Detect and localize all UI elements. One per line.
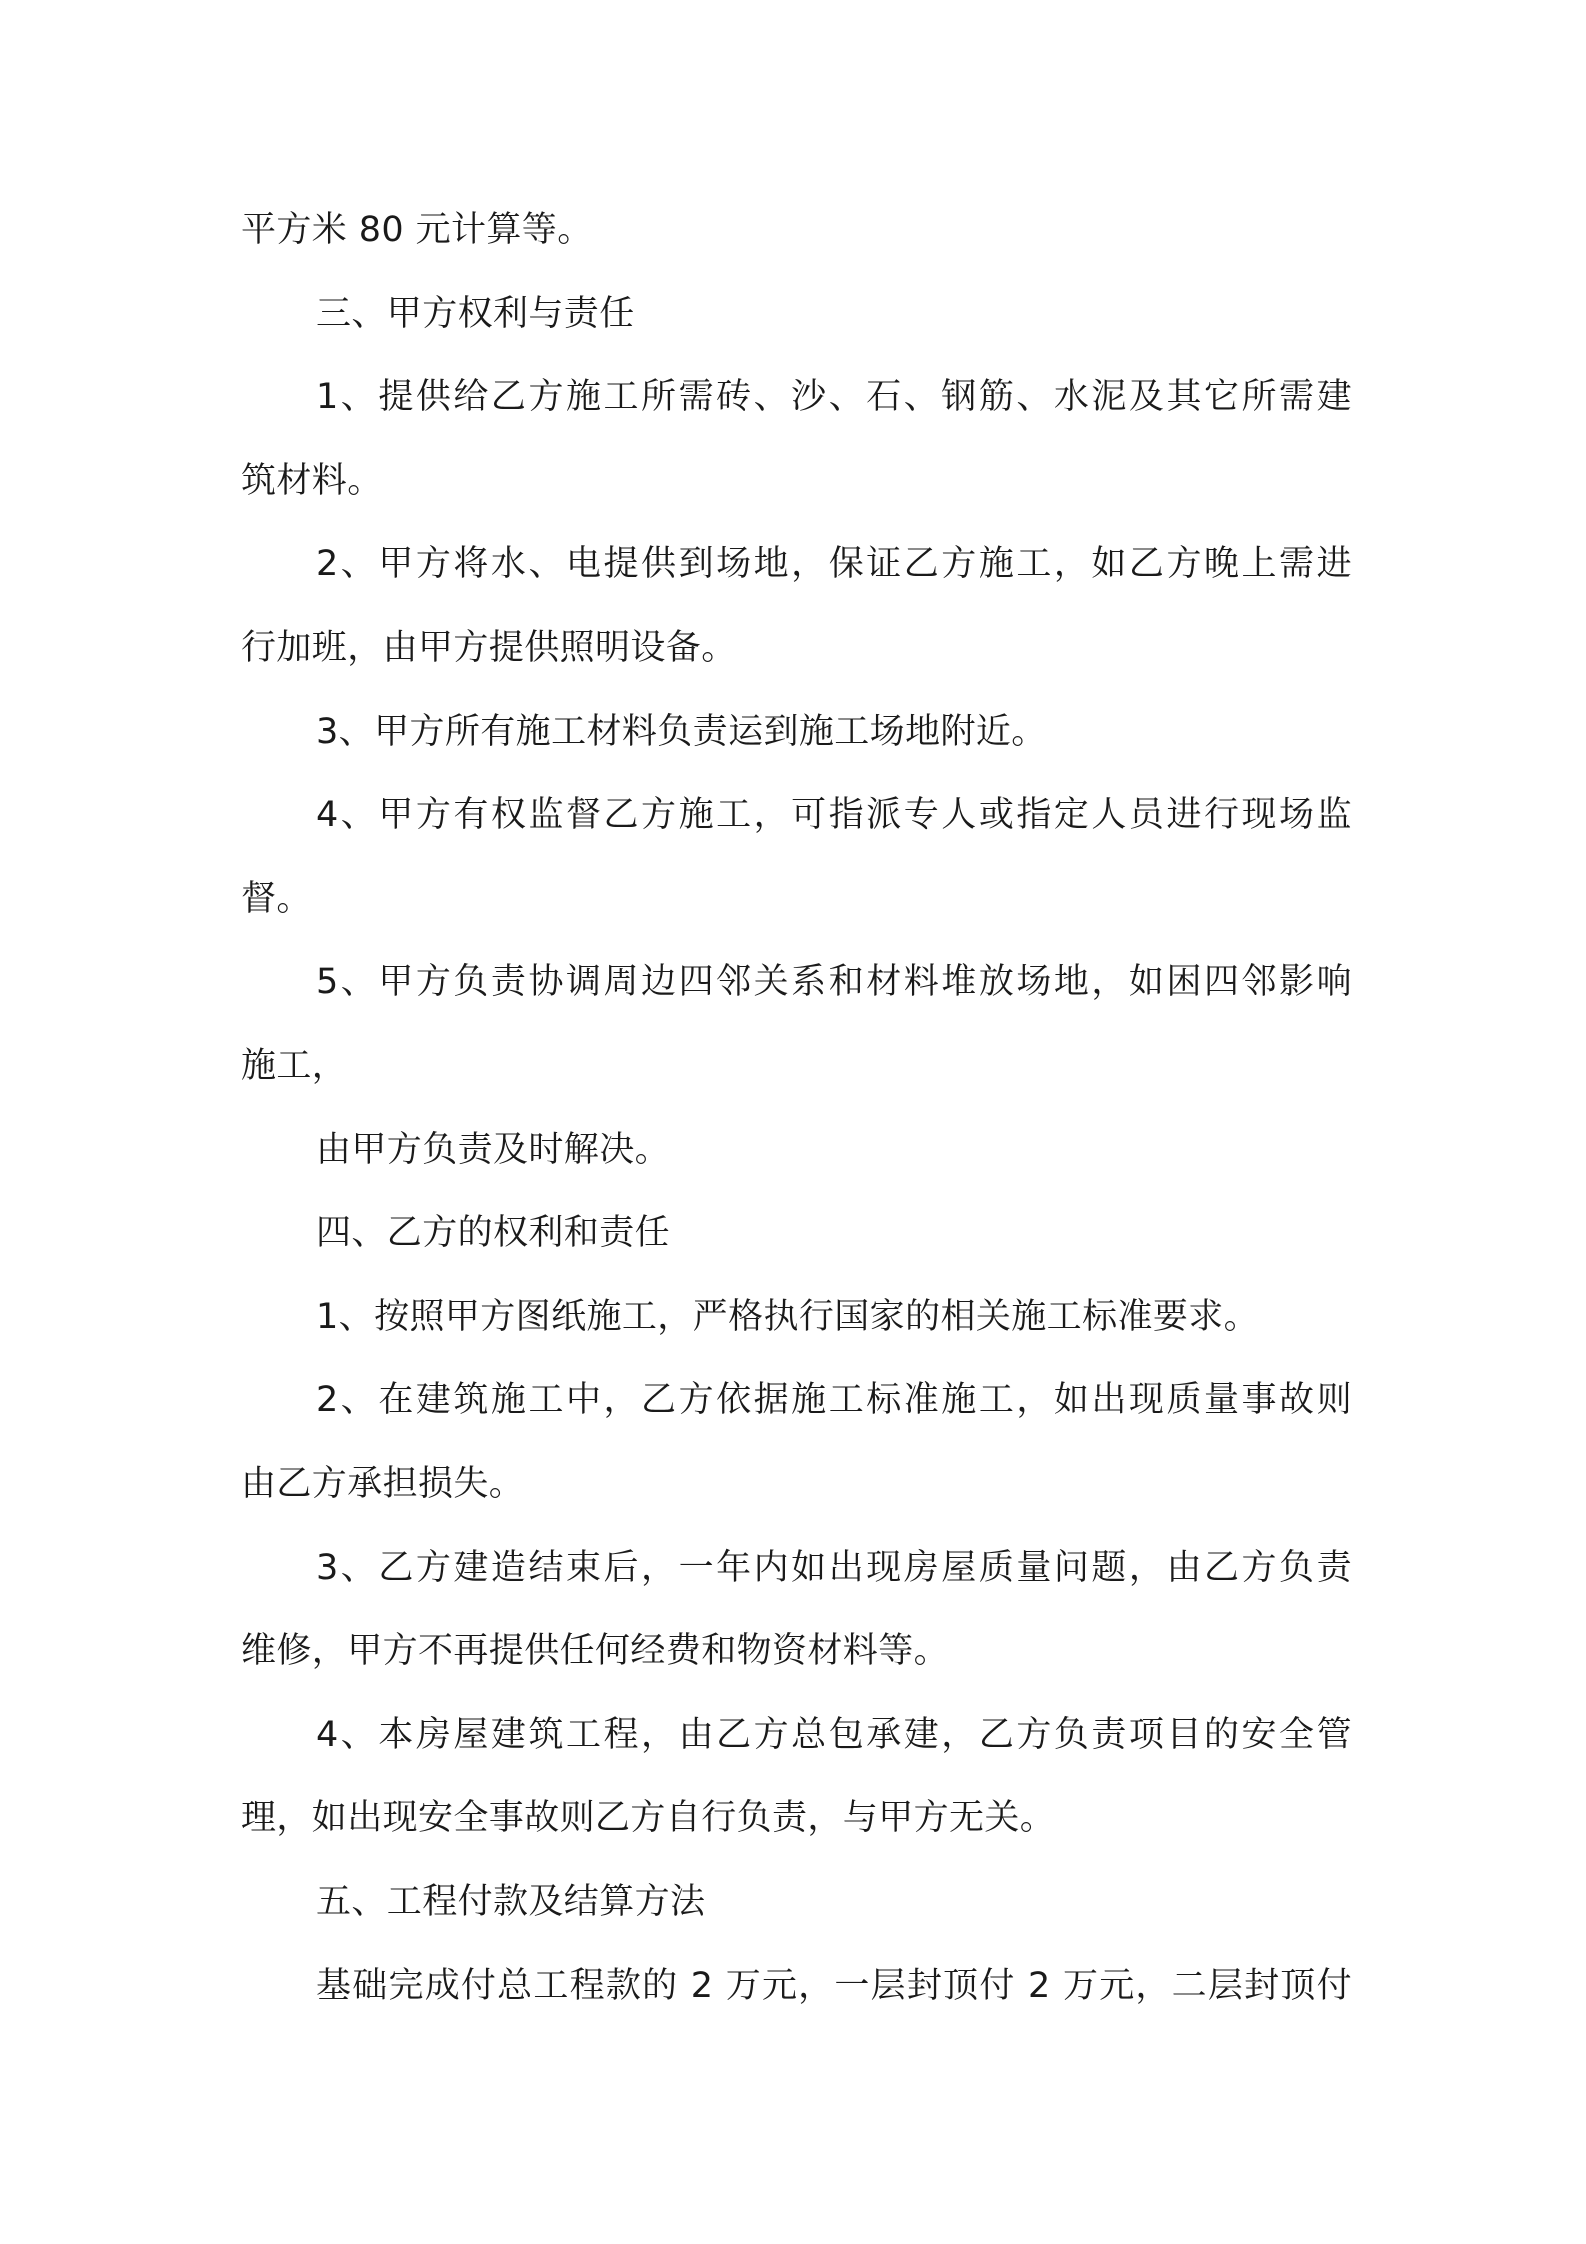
text-line: 筑材料。: [241, 461, 383, 501]
text-line: 三、甲方权利与责任: [316, 294, 635, 334]
text-line: 1、按照甲方图纸施工，严格执行国家的相关施工标准要求。: [316, 1297, 1260, 1337]
text-line: 2、在建筑施工中，乙方依据施工标准施工，如出现质量事故则: [316, 1380, 1352, 1420]
text-line: 4、本房屋建筑工程，由乙方总包承建，乙方负责项目的安全管: [316, 1715, 1352, 1755]
text-line: 5、甲方负责协调周边四邻关系和材料堆放场地，如困四邻影响: [316, 962, 1352, 1002]
text-line: 维修，甲方不再提供任何经费和物资材料等。: [241, 1631, 950, 1671]
text-line: 行加班，由甲方提供照明设备。: [241, 628, 737, 668]
text-line: 施工，: [241, 1046, 348, 1086]
text-line: 四、乙方的权利和责任: [316, 1213, 671, 1253]
text-line: 基础完成付总工程款的 2 万元，一层封顶付 2 万元，二层封顶付: [316, 1966, 1352, 2006]
text-line: 4、甲方有权监督乙方施工，可指派专人或指定人员进行现场监: [316, 795, 1352, 835]
text-line: 3、甲方所有施工材料负责运到施工场地附近。: [316, 712, 1047, 752]
text-line: 1、提供给乙方施工所需砖、沙、石、钢筋、水泥及其它所需建: [316, 377, 1352, 417]
text-line: 2、甲方将水、电提供到场地，保证乙方施工，如乙方晚上需进: [316, 544, 1352, 584]
text-line: 理，如出现安全事故则乙方自行负责，与甲方无关。: [241, 1798, 1056, 1838]
text-line: 3、乙方建造结束后，一年内如出现房屋质量问题，由乙方负责: [316, 1548, 1352, 1588]
text-line: 由乙方承担损失。: [241, 1464, 525, 1504]
text-line: 由甲方负责及时解决。: [316, 1130, 671, 1170]
text-line: 督。: [241, 879, 312, 919]
text-line: 五、工程付款及结算方法: [316, 1882, 706, 1922]
text-line: 平方米 80 元计算等。: [241, 210, 593, 250]
